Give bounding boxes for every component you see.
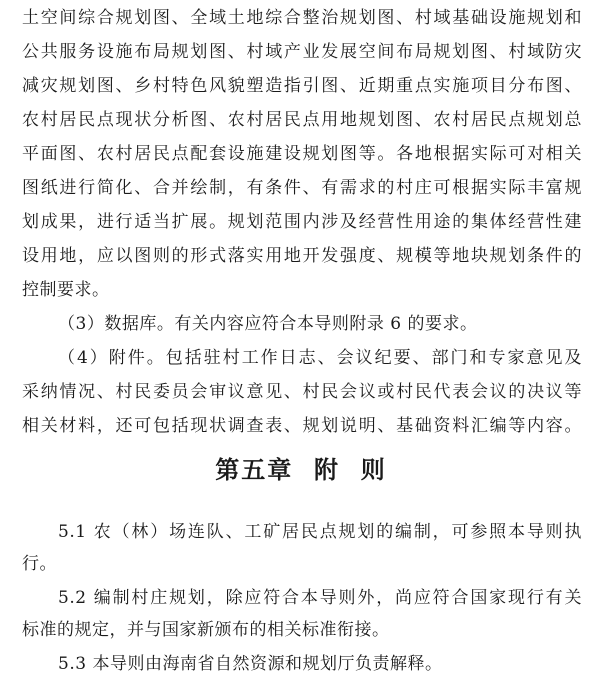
paragraph-line: 农村居民点现状分析图、农村居民点用地规划图、农村居民点规划总 bbox=[22, 110, 582, 130]
paragraph-line: 控制要求。 bbox=[22, 280, 110, 300]
paragraph-line: 平面图、农村居民点配套设施建设规划图等。各地根据实际可对相关 bbox=[22, 144, 582, 164]
paragraph-line: 相关材料，还可包括现状调查表、规划说明、基础资料汇编等内容。 bbox=[22, 416, 582, 436]
paragraph-line: 标准的规定，并与国家新颁布的相关标准衔接。 bbox=[22, 620, 390, 640]
clause-5-3: 5.3 本导则由海南省自然资源和规划厅负责解释。 bbox=[58, 654, 443, 674]
item-4-attachments: （4）附件。包括驻村工作日志、会议纪要、部门和专家意见及 bbox=[58, 348, 582, 368]
item-3-database: （3）数据库。有关内容应符合本导则附录 6 的要求。 bbox=[58, 314, 478, 334]
clause-5-2: 5.2 编制村庄规划，除应符合本导则外，尚应符合国家现行有关 bbox=[58, 588, 582, 608]
paragraph-line: 土空间综合规划图、全域土地综合整治规划图、村域基础设施规划和 bbox=[22, 8, 582, 28]
paragraph-line: 公共服务设施布局规划图、村域产业发展空间布局规划图、村域防灾 bbox=[22, 42, 582, 62]
paragraph-line: 图纸进行简化、合并绘制，有条件、有需求的村庄可根据实际丰富规 bbox=[22, 178, 582, 198]
paragraph-line: 划成果，进行适当扩展。规划范围内涉及经营性用途的集体经营性建 bbox=[22, 212, 582, 232]
clause-5-1: 5.1 农（林）场连队、工矿居民点规划的编制，可参照本导则执 bbox=[58, 522, 582, 542]
paragraph-line: 采纳情况、村民委员会审议意见、村民会议或村民代表会议的决议等 bbox=[22, 382, 582, 402]
paragraph-line: 设用地，应以图则的形式落实用地开发强度、规模等地块规划条件的 bbox=[22, 246, 582, 266]
paragraph-line: 行。 bbox=[22, 554, 57, 574]
chapter-title: 第五章 附 则 bbox=[215, 456, 387, 484]
paragraph-line: 减灾规划图、乡村特色风貌塑造指引图、近期重点实施项目分布图、 bbox=[22, 76, 582, 96]
